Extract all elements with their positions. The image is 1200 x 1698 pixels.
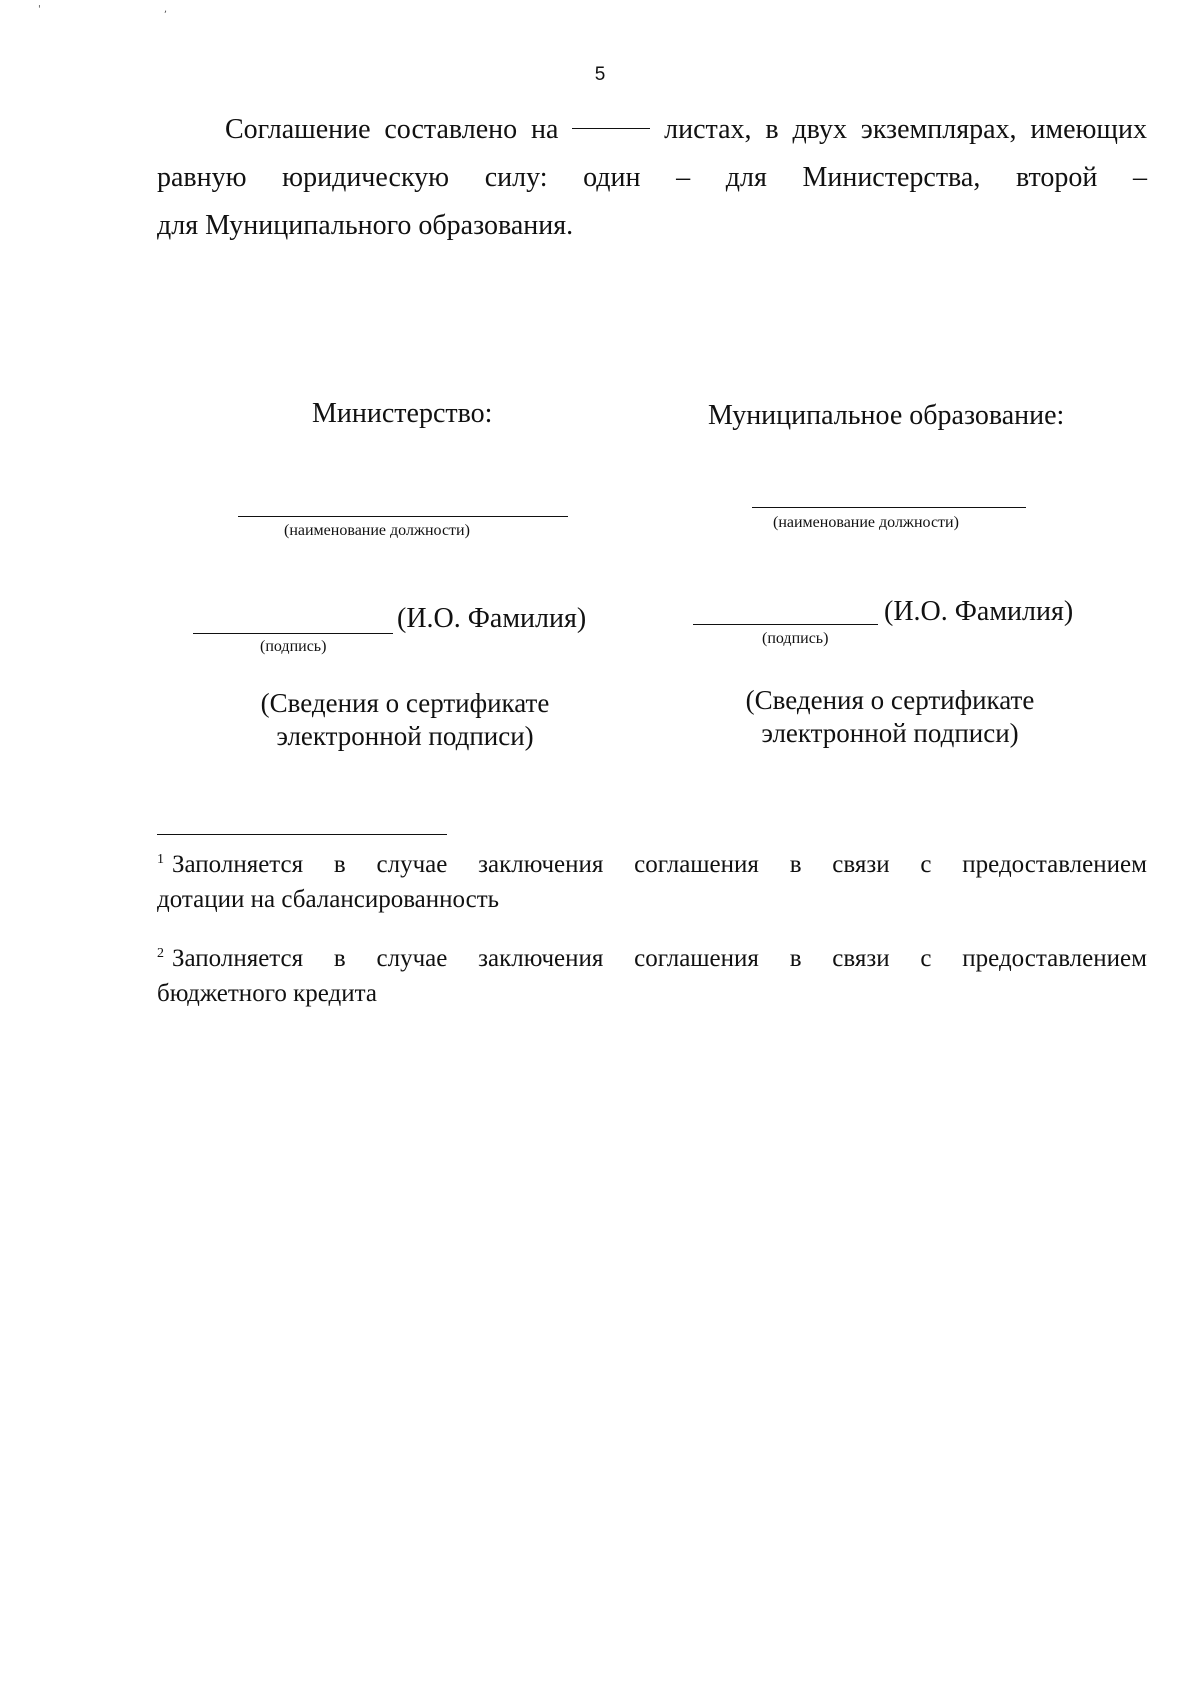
footnote-separator bbox=[157, 834, 447, 835]
party-title-ministry: Министерство: bbox=[312, 398, 493, 429]
scan-artifact: ' , bbox=[38, 4, 228, 15]
position-caption-municipality: (наименование должности) bbox=[773, 514, 959, 531]
position-caption-ministry: (наименование должности) bbox=[284, 522, 470, 539]
position-line-municipality bbox=[752, 507, 1026, 508]
signature-line-ministry bbox=[193, 633, 393, 634]
signature-caption-municipality: (подпись) bbox=[762, 630, 829, 647]
name-placeholder-municipality: (И.О. Фамилия) bbox=[884, 596, 1074, 627]
party-title-municipality: Муниципальное образование: bbox=[708, 400, 1065, 431]
paragraph-line-3: для Муниципального образования. bbox=[157, 210, 574, 241]
footnote-2: $^2$ Заполняется в случае заключения соглашения в связи с предоставлением бюджетного кредита bbox=[157, 945, 1147, 1007]
footnote-mark: 1 bbox=[157, 851, 164, 867]
sheet-count-blank bbox=[572, 106, 650, 129]
paragraph-line-2: равную юридическую силу: один – для Министерства, второй – bbox=[157, 162, 1147, 193]
certificate-info-ministry: (Сведения о сертификате электронной подписи) bbox=[260, 688, 550, 751]
page-number: 5 bbox=[594, 64, 606, 85]
signature-line-municipality bbox=[693, 624, 878, 625]
agreement-paragraph bbox=[157, 106, 1147, 250]
position-line-ministry bbox=[238, 516, 568, 517]
footnote-1: $^1$ Заполняется в случае заключения соглашения в связи с предоставлением дотации на сбалансированность bbox=[157, 851, 1147, 913]
footnote-mark: 2 bbox=[157, 945, 164, 961]
signature-caption-ministry: (подпись) bbox=[260, 638, 327, 655]
certificate-info-municipality: (Сведения о сертификате электронной подписи) bbox=[745, 685, 1035, 748]
paragraph-line-1: Соглашение составлено на листах, в двух экземплярах, имеющих bbox=[157, 106, 1147, 154]
name-placeholder-ministry: (И.О. Фамилия) bbox=[397, 603, 587, 634]
